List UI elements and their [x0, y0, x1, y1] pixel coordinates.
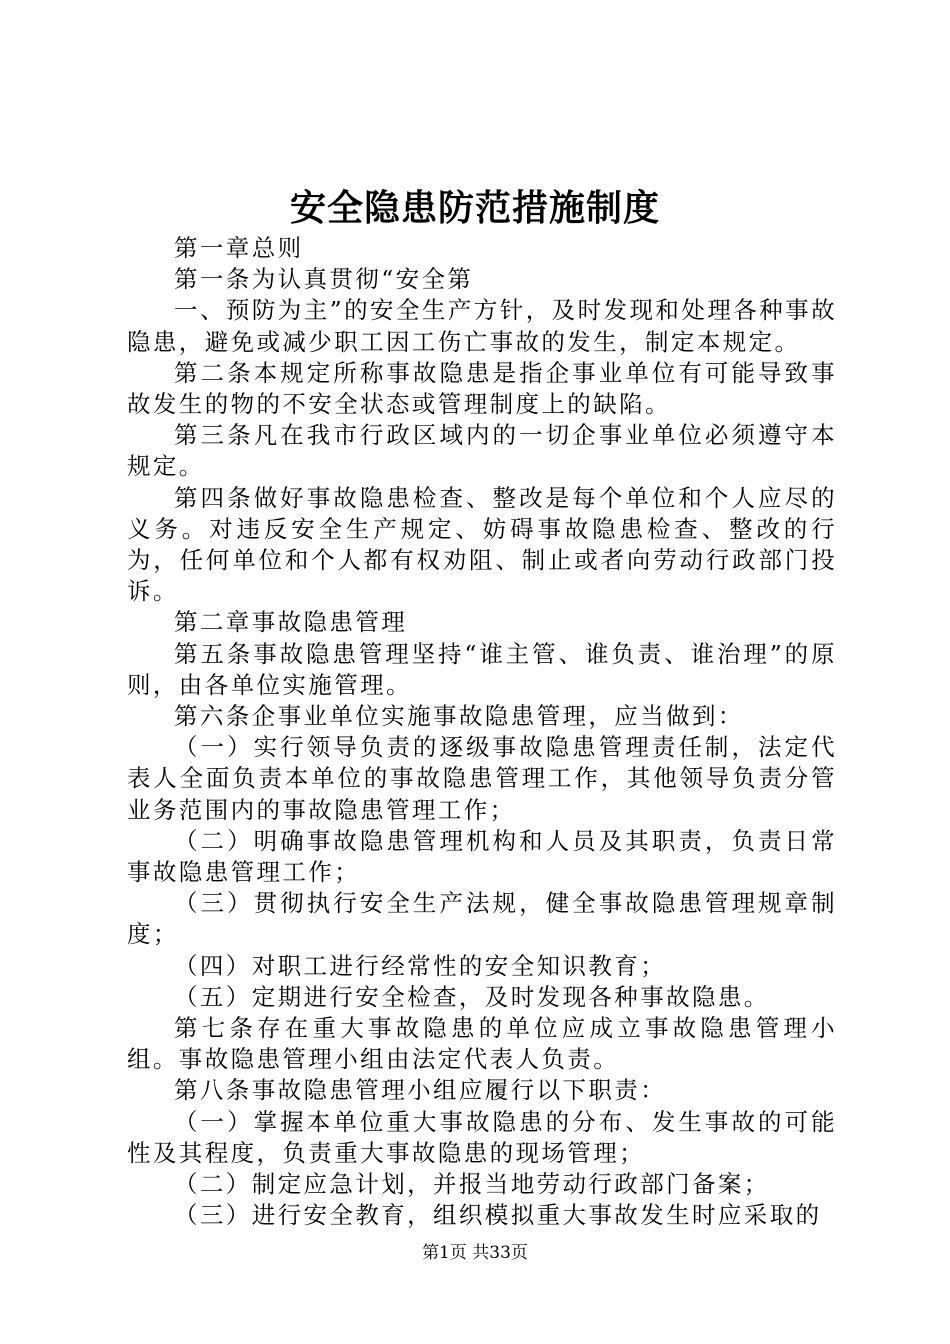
document-body	[127, 233, 837, 1232]
paragraph: 第四条做好事故隐患检查、整改是每个单位和个人应尽的义务。对违反安全生产规定、妨碍事故隐患检查、整改的行为，任何单位和个人都有权劝阻、制止或者向劳动行政部门投诉。	[127, 483, 837, 606]
paragraph: 第三条凡在我市行政区域内的一切企事业单位必须遵守本规定。	[127, 421, 837, 481]
paragraph: 第一章总则	[174, 234, 304, 262]
document-title: 安全隐患防范措施制度	[289, 187, 660, 229]
paragraph: 第一条为认真贯彻“安全第	[174, 265, 474, 294]
paragraph: 第八条事故隐患管理小组应履行以下职责：	[174, 1076, 667, 1105]
paragraph: （三）贯彻执行安全生产法规，健全事故隐患管理规章制度；	[127, 889, 837, 949]
paragraph: （一）掌握本单位重大事故隐患的分布、发生事故的可能性及其程度，负责重大事故隐患的现场管理；	[127, 1107, 837, 1167]
paragraph: 第六条企事业单位实施事故隐患管理，应当做到：	[174, 702, 744, 731]
paragraph: （三）进行安全教育，组织模拟重大事故发生时应采取的	[174, 1201, 822, 1230]
paragraph: 第二条本规定所称事故隐患是指企事业单位有可能导致事故发生的物的不安全状态或管理制度上的缺陷。	[127, 358, 837, 419]
paragraph: （四）对职工进行经常性的安全知识教育；	[174, 951, 667, 980]
paragraph: 一、预防为主”的安全生产方针，及时发现和处理各种事故隐患，避免或减少职工因工伤亡事故的发生，制定本规定。	[127, 296, 837, 356]
paragraph: 第五条事故隐患管理坚持“谁主管、谁负责、谁治理”的原则，由各单位实施管理。	[127, 639, 837, 699]
paragraph: （五）定期进行安全检查，及时发现各种事故隐患。	[174, 982, 770, 1011]
paragraph: （一）实行领导负责的逐级事故隐患管理责任制，法定代表人全面负责本单位的事故隐患管理工作，其他领导负责分管业务范围内的事故隐患管理工作；	[127, 733, 837, 824]
paragraph: （二）明确事故隐患管理机构和人员及其职责，负责日常事故隐患管理工作；	[127, 826, 837, 887]
paragraph: （二）制定应急计划，并报当地劳动行政部门备案；	[174, 1170, 770, 1199]
paragraph: 第七条存在重大事故隐患的单位应成立事故隐患管理小组。事故隐患管理小组由法定代表人负责。	[127, 1014, 837, 1074]
paragraph: 第二章事故隐患管理	[174, 608, 408, 637]
page-footer: 第1页 共33页	[422, 1243, 528, 1263]
